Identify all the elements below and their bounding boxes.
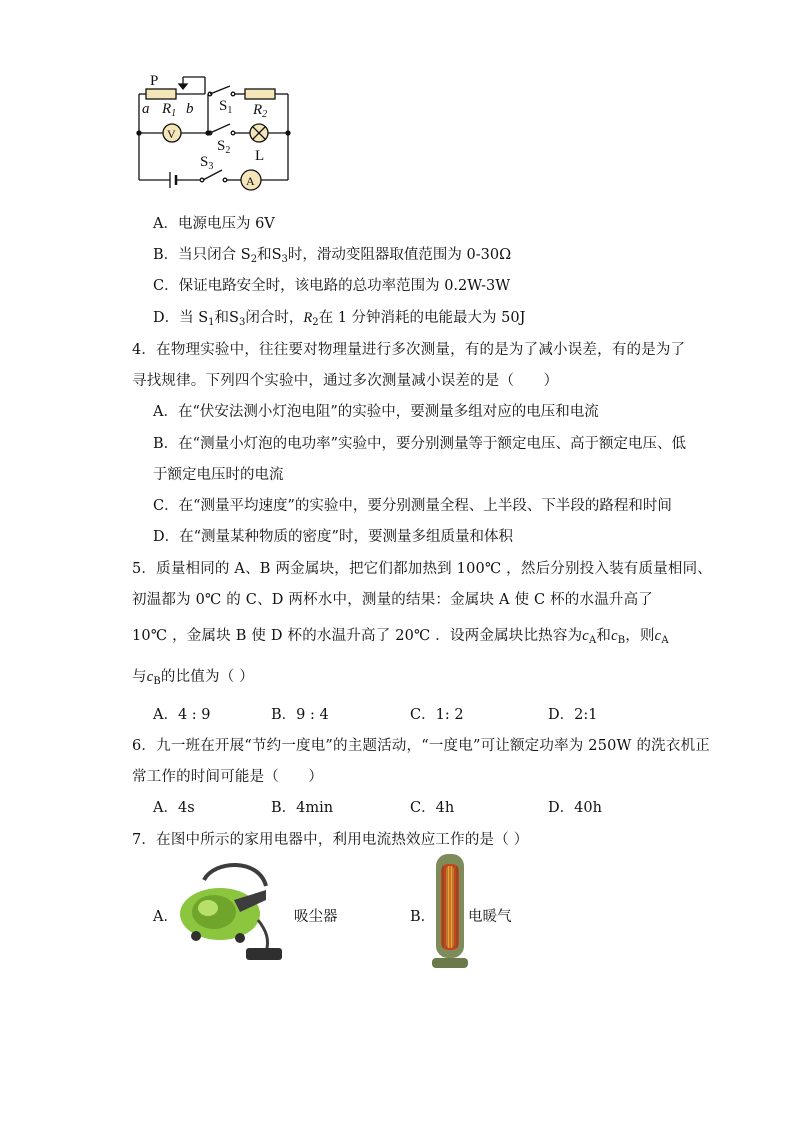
- svg-text:R1: $R_1$: [162, 101, 177, 119]
- q5-option-c: C．1: 2: [410, 707, 464, 723]
- q5-stem-line4: 与$c_B$的比值为（ ）: [132, 669, 254, 687]
- svg-text:L: L: [255, 148, 265, 164]
- q4-option-c: C．在“测量平均速度”的实验中，要分别测量全程、上半段、下半段的路程和时间: [153, 498, 672, 514]
- svg-text:R2: $R_2$: [253, 102, 268, 120]
- q7-stem: 7．在图中所示的家用电器中，利用电流热效应工作的是（ ）: [132, 832, 529, 848]
- label-p: P: [150, 73, 159, 89]
- q7-option-b: B．: [410, 909, 436, 925]
- q4-option-b-line1: B．在“测量小灯泡的电功率”实验中，要分别测量等于额定电压、高于额定电压、低: [153, 436, 686, 452]
- q5-option-d: D．2:1: [548, 707, 598, 723]
- q3-option-c: C．保证电路安全时，该电路的总功率范围为 0.2W-3W: [153, 278, 511, 294]
- q3-option-d: D．当 $S_1$和$S_3$闭合时，$R_2$在 1 分钟消耗的电能最大为 50J: [153, 310, 526, 328]
- resistor-r2: [245, 89, 275, 99]
- svg-text:S2: $S_2$: [217, 138, 231, 156]
- q4-option-a: A．在“伏安法测小灯泡电阻”的实验中，要测量多组对应的电压和电流: [153, 404, 599, 420]
- q5-option-b: B．9 : 4: [271, 707, 329, 723]
- q4-option-d: D．在“测量某种物质的密度”时，要测量多组质量和体积: [153, 529, 513, 545]
- q6-option-b: B．4min: [271, 800, 334, 816]
- q5-option-a: A．4 : 9: [153, 707, 211, 723]
- svg-text:S1: $S_1$: [219, 98, 233, 116]
- q5-stem-line1: 5．质量相同的 A、B 两金属块，把它们都加热到 100℃ ，然后分别投入装有质量相同、: [132, 561, 712, 577]
- q6-option-a: A．4s: [153, 800, 195, 816]
- q4-option-b-line2: 于额定电压时的电流: [153, 467, 284, 483]
- svg-text:S3: $S_3$: [200, 154, 214, 172]
- q3-option-a: A．电源电压为 6V: [153, 216, 275, 232]
- q5-stem-line3: 10℃ ，金属块 B 使 D 杯的水温升高了 20℃ ．设两金属块比热容为$c_A$和$c_B$，则$c_A$: [132, 628, 669, 646]
- q6-option-d: D．40h: [548, 800, 602, 816]
- svg-text:V: V: [167, 127, 176, 141]
- rheostat-r1: [146, 89, 176, 99]
- q4-stem-line2: 寻找规律。下列四个实验中，通过多次测量减小误差的是（ ）: [132, 373, 559, 389]
- circuit-diagram: [130, 66, 300, 196]
- q7-label-b: 电暖气: [468, 909, 512, 925]
- svg-text:A: A: [246, 174, 255, 188]
- label-a-end: a: [142, 101, 150, 117]
- q6-option-c: C．4h: [410, 800, 455, 816]
- q5-stem-line2: 初温都为 0℃ 的 C、D 两杯水中，测量的结果：金属块 A 使 C 杯的水温升高了: [132, 592, 654, 608]
- q4-stem-line1: 4．在物理实验中，往往要对物理量进行多次测量，有的是为了减小误差，有的是为了: [132, 342, 686, 358]
- q6-stem-line1: 6．九一班在开展“节约一度电”的主题活动，“一度电”可让额定功率为 250W 的洗衣机正: [132, 738, 710, 754]
- vacuum-cleaner-image: [174, 860, 286, 966]
- q3-option-b: B．当只闭合 $S_2$和$S_3$时，滑动变阻器取值范围为 0-30Ω: [153, 247, 512, 265]
- q7-label-a: 吸尘器: [294, 909, 338, 925]
- label-b-end: b: [186, 101, 194, 117]
- q6-stem-line2: 常工作的时间可能是（ ）: [132, 769, 324, 785]
- electric-heater-image: [430, 852, 470, 972]
- q7-option-a: A．: [153, 909, 178, 925]
